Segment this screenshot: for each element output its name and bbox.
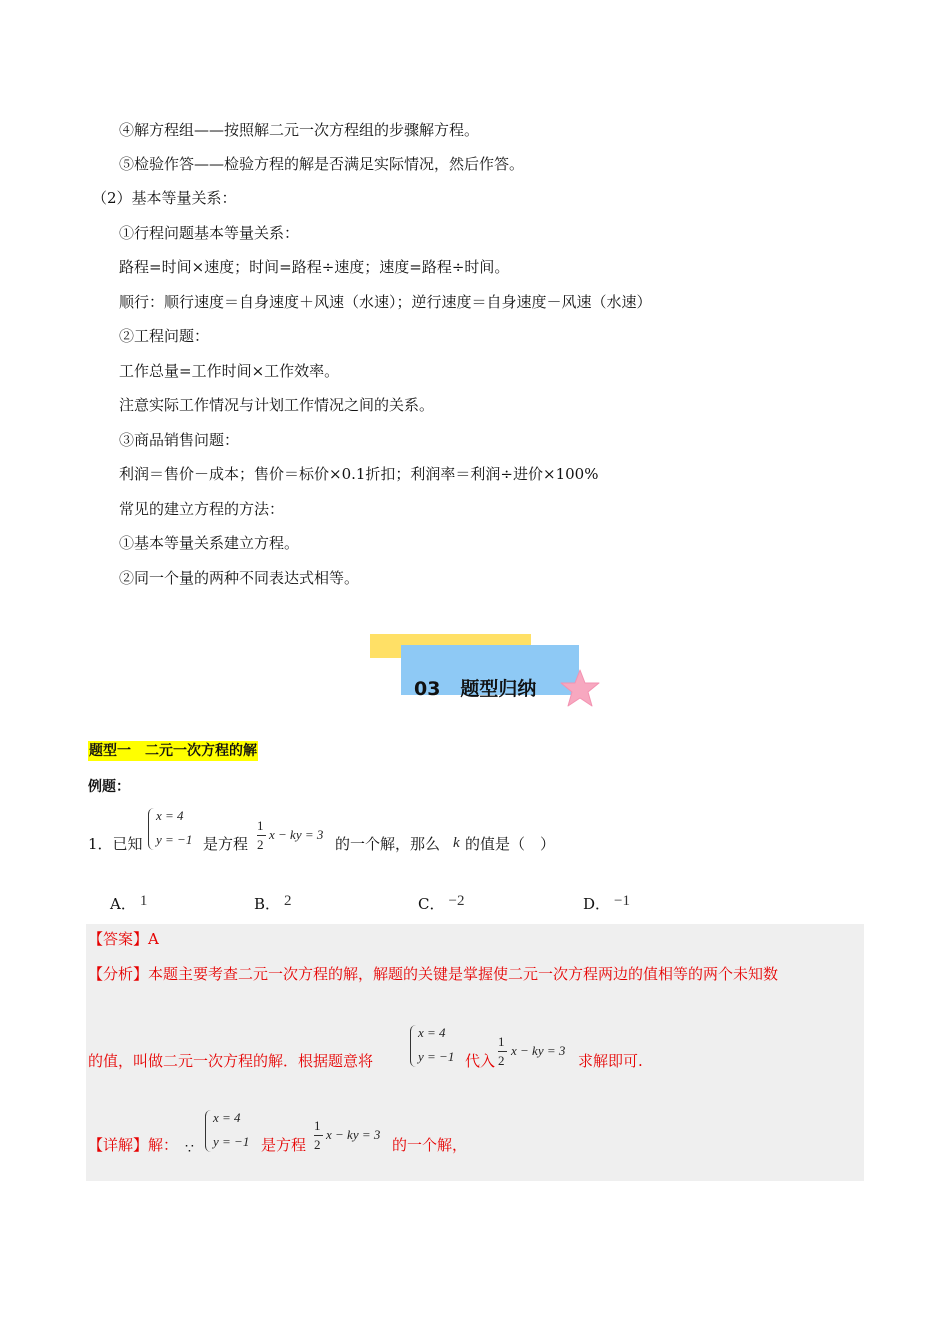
relation-line: 路程=时间×速度；时间=路程÷速度；速度=路程÷时间。 (119, 258, 510, 276)
relation-line: 常见的建立方程的方法： (119, 500, 285, 518)
option-b[interactable]: B． 2 (254, 893, 292, 913)
answer-line: 【答案】A (88, 930, 159, 948)
analysis-line-1: 【分析】本题主要考查二元一次方程的解，解题的关键是掌握使二元一次方程两边的值相等的两个未知数 (88, 965, 779, 983)
fraction-half: 1 2 (498, 1034, 508, 1070)
relation-line: 顺行：顺行速度＝自身速度＋风速（水速）；逆行速度＝自身速度－风速（水速） (119, 293, 652, 311)
analysis-line-2b: 代入 (465, 1052, 496, 1070)
relation-line: ③商品销售问题： (119, 431, 240, 449)
detail-line-a: 【详解】解： (88, 1136, 179, 1154)
relation-line: 工作总量=工作时间×工作效率。 (119, 362, 340, 380)
relation-line: 利润＝售价－成本；售价＝标价×0.1折扣；利润率＝利润÷进价×100% (119, 465, 599, 483)
fraction-half: 1 2 (257, 818, 267, 854)
variable-k: k (453, 835, 460, 851)
detail-line-c: 的一个解， (392, 1136, 468, 1154)
question-suffix: 的一个解，那么 (335, 835, 441, 853)
relation-line: ①行程问题基本等量关系： (119, 224, 300, 242)
topic-heading: 题型一 二元一次方程的解 (89, 743, 257, 759)
relations-heading: （2）基本等量关系： (92, 189, 237, 207)
section-banner-title (414, 674, 536, 701)
because-symbol: ∵ (185, 1141, 194, 1157)
option-c[interactable]: C． −2 (418, 893, 465, 913)
question-mid: 是方程 (203, 835, 249, 853)
relation-line: ②工程问题： (119, 327, 210, 345)
equation-expression: x − ky = 3 (269, 827, 324, 842)
equation-system: x = 4 y = −1 (410, 1025, 460, 1069)
relation-line: ①基本等量关系建立方程。 (119, 534, 300, 552)
relation-line: ②同一个量的两种不同表达式相等。 (119, 569, 360, 587)
step-5: ⑤检验作答——检验方程的解是否满足实际情况，然后作答。 (119, 155, 525, 173)
detail-line-b: 是方程 (261, 1136, 307, 1154)
step-4: ④解方程组——按照解二元一次方程组的步骤解方程。 (119, 121, 480, 139)
section-number: 03 (414, 678, 441, 700)
star-icon (560, 668, 600, 708)
option-d[interactable]: D． −1 (583, 893, 630, 913)
fraction-half: 1 2 (314, 1118, 324, 1154)
option-a[interactable]: A． 1 (110, 893, 148, 913)
equation-expression: x − ky = 3 (326, 1127, 381, 1142)
equation-system: x = 4 y = −1 (205, 1110, 255, 1154)
analysis-line-2c: 求解即可. (578, 1052, 643, 1070)
analysis-line-2a: 的值，叫做二元一次方程的解．根据题意将 (88, 1052, 374, 1070)
question-end: 的值是（ ） (465, 835, 556, 853)
question-prefix: 1．已知 (88, 835, 143, 853)
equation-expression: x − ky = 3 (511, 1043, 566, 1058)
section-title: 题型归纳 (460, 678, 537, 700)
example-label: 例题： (88, 779, 130, 795)
relation-line: 注意实际工作情况与计划工作情况之间的关系。 (119, 396, 435, 414)
equation-system: x = 4 y = −1 (148, 808, 198, 852)
